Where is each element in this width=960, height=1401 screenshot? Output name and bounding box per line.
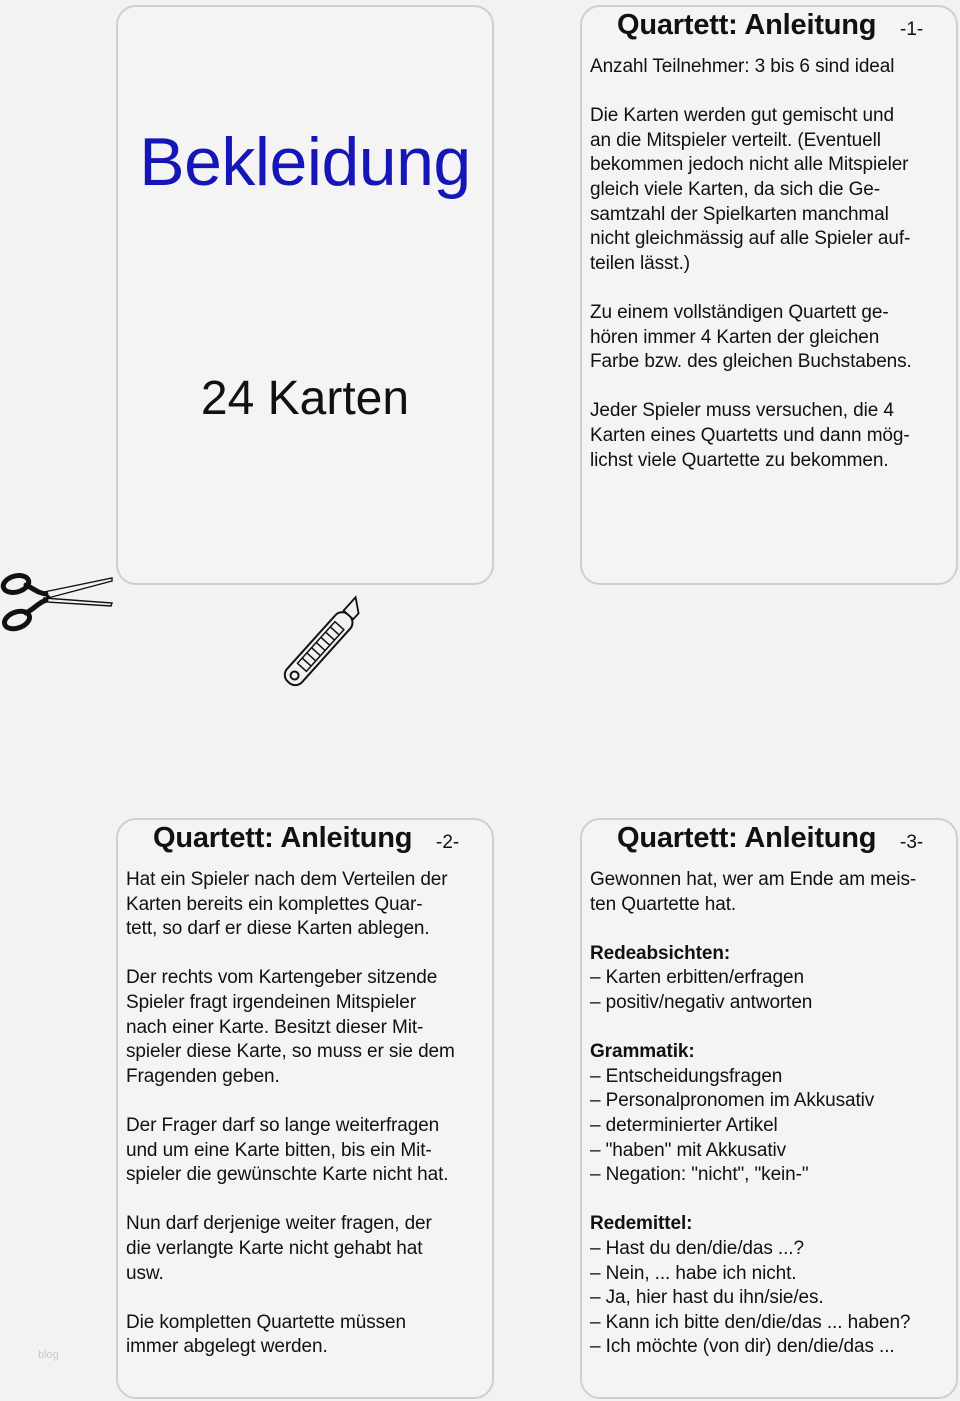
list-item: – positiv/negativ antworten xyxy=(590,991,813,1013)
scissors-icon xyxy=(0,565,116,640)
text-line: die verlangte Karte nicht gehabt hat xyxy=(126,1237,423,1259)
card-body xyxy=(590,868,950,1384)
card-body xyxy=(590,55,950,498)
text-line: Karten bereits ein komplettes Quar- xyxy=(126,893,423,915)
paragraph xyxy=(126,1212,486,1286)
list-item: – Ich möchte (von dir) den/die/das ... xyxy=(590,1336,895,1358)
text-line: nicht gleichmässig auf alle Spieler auf- xyxy=(590,228,911,250)
list-item: – "haben" mit Akkusativ xyxy=(590,1139,787,1161)
section-heading: Grammatik: xyxy=(590,1041,695,1063)
card-number: -3- xyxy=(900,832,924,853)
text-line: Anzahl Teilnehmer: 3 bis 6 sind ideal xyxy=(590,56,895,77)
text-line: Farbe bzw. des gleichen Buchstabens. xyxy=(590,351,912,373)
paragraph xyxy=(126,868,486,942)
paragraph xyxy=(590,868,950,917)
text-line: Karten eines Quartetts und dann mög- xyxy=(590,424,910,446)
card-body xyxy=(126,868,486,1384)
card-title: Quartett: Anleitung xyxy=(153,822,413,854)
paragraph xyxy=(126,966,486,1089)
paragraph xyxy=(590,301,950,375)
text-line: usw. xyxy=(126,1262,164,1284)
text-line: immer abgelegt werden. xyxy=(126,1336,328,1358)
list-item: – Entscheidungsfragen xyxy=(590,1065,783,1087)
text-line: spieler die gewünschte Karte nicht hat. xyxy=(126,1164,449,1186)
paragraph xyxy=(126,1114,486,1188)
section xyxy=(590,1040,950,1188)
card-title-bar xyxy=(118,822,492,862)
text-line: Spieler fragt irgendeinen Mitspieler xyxy=(126,991,417,1013)
cover-card xyxy=(116,5,494,585)
card-title-bar xyxy=(582,822,956,862)
list-item: – Ja, hier hast du ihn/sie/es. xyxy=(590,1287,824,1309)
text-line: Fragenden geben. xyxy=(126,1065,280,1087)
text-line: samtzahl der Spielkarten manchmal xyxy=(590,203,889,225)
text-line: bekommen jedoch nicht alle Mitspieler xyxy=(590,154,909,176)
instruction-card-3 xyxy=(580,818,958,1399)
paragraph xyxy=(590,399,950,473)
instruction-card-1 xyxy=(580,5,958,585)
watermark: blog xyxy=(38,1349,59,1361)
text-line: ten Quartette hat. xyxy=(590,893,737,915)
text-line: Die Karten werden gut gemischt und xyxy=(590,105,894,127)
text-line: lichst viele Quartette zu bekommen. xyxy=(590,449,889,471)
list-item: – Negation: "nicht", "kein-" xyxy=(590,1164,809,1186)
text-line: gleich viele Karten, da sich die Ge- xyxy=(590,178,881,200)
text-line: Gewonnen hat, wer am Ende am meis- xyxy=(590,869,917,890)
section-heading: Redeabsichten: xyxy=(590,942,731,964)
text-line: Nun darf derjenige weiter fragen, der xyxy=(126,1213,432,1235)
text-line: Der rechts vom Kartengeber sitzende xyxy=(126,967,438,989)
cutter-knife-icon xyxy=(262,595,382,695)
text-line: und um eine Karte bitten, bis ein Mit- xyxy=(126,1139,432,1161)
card-number: -2- xyxy=(436,832,460,853)
paragraph xyxy=(126,1311,486,1360)
text-line: hören immer 4 Karten der gleichen xyxy=(590,326,880,348)
text-line: tett, so darf er diese Karten ablegen. xyxy=(126,918,430,940)
card-title-bar xyxy=(582,9,956,49)
text-line: Der Frager darf so lange weiterfragen xyxy=(126,1114,440,1136)
text-line: Hat ein Spieler nach dem Verteilen der xyxy=(126,869,448,890)
list-item: – Kann ich bitte den/die/das ... haben? xyxy=(590,1311,911,1333)
text-line: Jeder Spieler muss versuchen, die 4 xyxy=(590,400,894,422)
text-line: Zu einem vollständigen Quartett ge- xyxy=(590,301,889,323)
text-line: nach einer Karte. Besitzt dieser Mit- xyxy=(126,1016,424,1038)
card-title: Quartett: Anleitung xyxy=(617,822,877,854)
section-heading: Redemittel: xyxy=(590,1213,693,1235)
list-item: – Personalpronomen im Akkusativ xyxy=(590,1090,875,1112)
list-item: – determinierter Artikel xyxy=(590,1114,778,1136)
cover-title: Bekleidung xyxy=(139,124,471,200)
card-title: Quartett: Anleitung xyxy=(617,9,877,41)
text-line: Die kompletten Quartette müssen xyxy=(126,1311,406,1333)
paragraph xyxy=(590,55,950,80)
list-item: – Karten erbitten/erfragen xyxy=(590,967,804,989)
card-number: -1- xyxy=(900,19,924,40)
cover-subtitle: 24 Karten xyxy=(200,372,410,425)
instruction-card-2 xyxy=(116,818,494,1399)
list-item: – Hast du den/die/das ...? xyxy=(590,1237,804,1259)
section xyxy=(590,942,950,1016)
text-line: teilen lässt.) xyxy=(590,252,690,274)
list-item: – Nein, ... habe ich nicht. xyxy=(590,1262,797,1284)
text-line: spieler diese Karte, so muss er sie dem xyxy=(126,1041,455,1063)
text-line: an die Mitspieler verteilt. (Eventuell xyxy=(590,129,881,151)
section xyxy=(590,1212,950,1360)
paragraph xyxy=(590,104,950,276)
